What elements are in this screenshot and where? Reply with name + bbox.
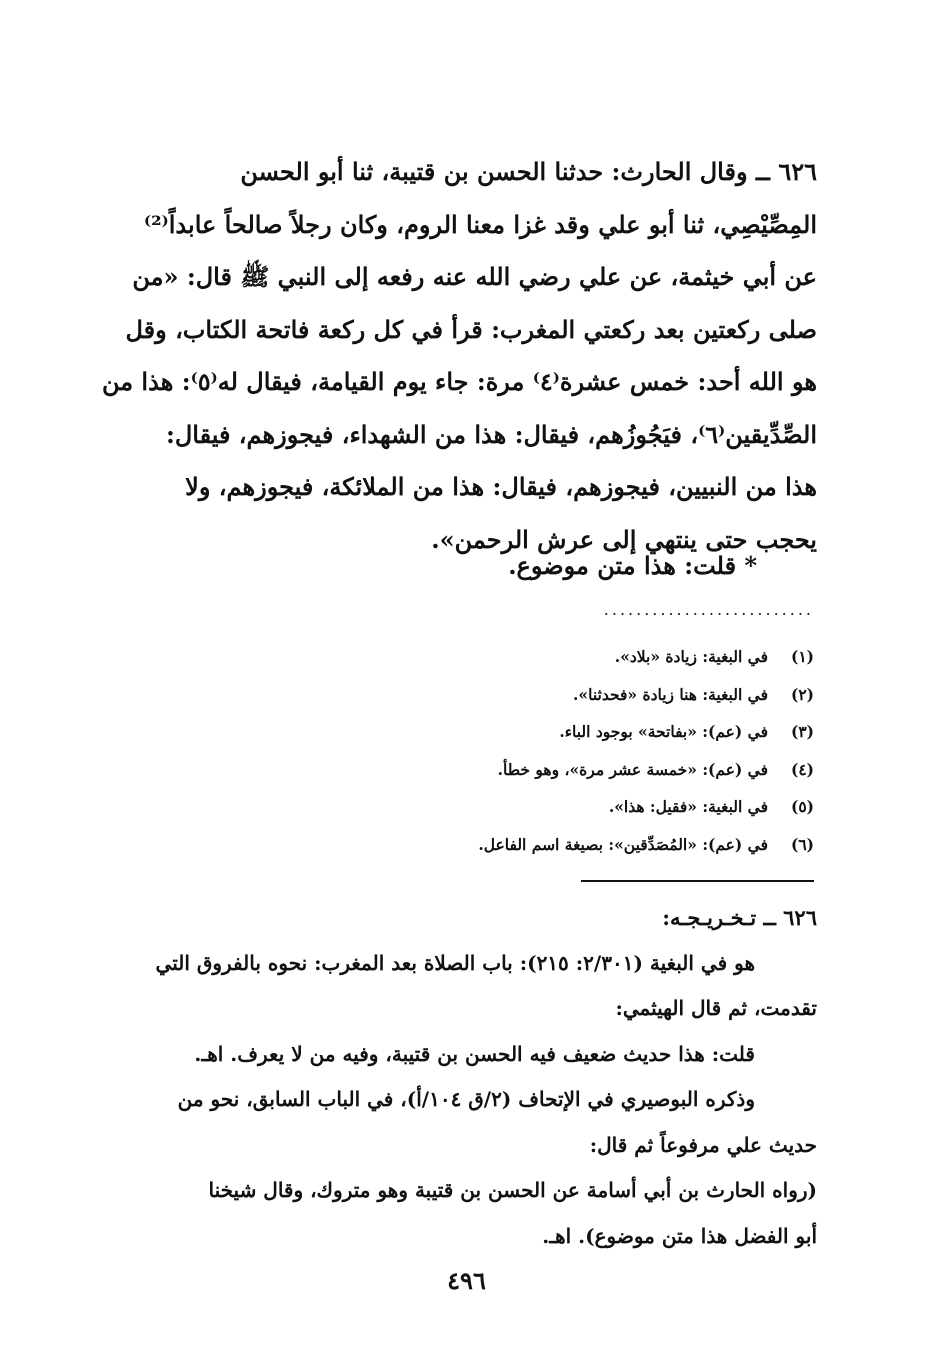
- footnote: [294, 751, 814, 789]
- footnote-text: في (عم): «بفاتحة» بوجود الباء.: [559, 722, 768, 742]
- footnote-number: (٤): [790, 759, 814, 779]
- takhrij-line: وذكره البوصيري في الإتحاف (٢/ق ١٠٤/أ)، في الباب السابق، نحو من: [177, 1087, 755, 1111]
- text-line: هذا من النبيين، فيجوزهم، فيقال: هذا من الملائكة، فيجوزهم، ولا: [185, 472, 817, 501]
- text-line: هو الله أحد: خمس عشرة⁽٤⁾ مرة: جاء يوم القيامة، فيقال له⁽٥⁾: هذا من: [101, 367, 817, 396]
- footnote-text: في (عم): «خمسة عشر مرة»، وهو خطأ.: [497, 759, 768, 779]
- section-rule: [581, 880, 814, 882]
- text-line: يحجب حتى ينتهي إلى عرش الرحمن».: [431, 524, 817, 554]
- takhrij-line: هو في البغية (٢/٣٠١: ٢١٥): باب الصلاة بعد المغرب: نحوه بالفروق التي: [155, 950, 755, 975]
- text-line: المِصِّيْصِي، ثنا أبو علي وقد غزا معنا الروم، وكان رجلاً صالحاً عابداً⁽²⁾: [143, 209, 817, 239]
- footnote: [294, 788, 814, 826]
- footnote-text: في البغية: هنا زيادة «فحدثنا».: [573, 684, 768, 704]
- footnote-separator: ..........................: [603, 600, 814, 619]
- footnote: [294, 826, 814, 864]
- footnote: [294, 713, 814, 751]
- takhrij-line: قلت: هذا حديث ضعيف فيه الحسن بن قتيبة، وفيه من لا يعرف. اهـ.: [194, 1041, 755, 1066]
- page-number: ٤٩٦: [447, 1266, 486, 1295]
- text-line: ٦٢٦ ــ وقال الحارث: حدثنا الحسن بن قتيبة، ثنا أبو الحسن: [240, 157, 817, 186]
- footnote-text: في (عم): «المُصَدِّقين»: بصيغة اسم الفاعل.: [478, 834, 768, 854]
- author-note: * قلت: هذا متن موضوع.: [508, 551, 757, 580]
- text-line: الصِّدِّيقين⁽٦⁾، فيَجُوزُهم، فيقال: هذا من الشهداء، فيجوزهم، فيقال:: [165, 419, 817, 449]
- takhrij-section: [95, 895, 817, 1259]
- footnote-number: (٢): [790, 684, 814, 704]
- footnote-number: (٥): [790, 797, 814, 817]
- footnote-number: (١): [790, 647, 814, 666]
- footnote-text: في البغية: «فقيل: هذا».: [608, 797, 768, 817]
- text-line: عن أبي خيثمة، عن علي رضي الله عنه رفعه إلى النبي ﷺ قال: «من: [132, 262, 817, 291]
- footnote-text: في البغية: زيادة «بلاد».: [614, 647, 768, 666]
- takhrij-line: أبو الفضل هذا متن موضوع). اهـ.: [542, 1223, 817, 1248]
- footnote-number: (٣): [790, 722, 814, 742]
- takhrij-line: حديث علي مرفوعاً ثم قال:: [589, 1132, 817, 1157]
- text-line: صلى ركعتين بعد ركعتي المغرب: قرأ في كل ركعة فاتحة الكتاب، وقل: [125, 314, 817, 344]
- footnote: [294, 638, 814, 676]
- footnotes: [294, 638, 814, 864]
- takhrij-heading: ٦٢٦ ــ تـخـريـجـه:: [662, 905, 817, 930]
- takhrij-line: تقدمت، ثم قال الهيثمي:: [615, 996, 817, 1020]
- hadith-text: [95, 146, 817, 566]
- footnote-number: (٦): [790, 834, 814, 854]
- footnote: [294, 676, 814, 714]
- takhrij-line: (رواه الحارث بن أبي أسامة عن الحسن بن قتيبة وهو متروك، وقال شيخنا: [208, 1178, 817, 1202]
